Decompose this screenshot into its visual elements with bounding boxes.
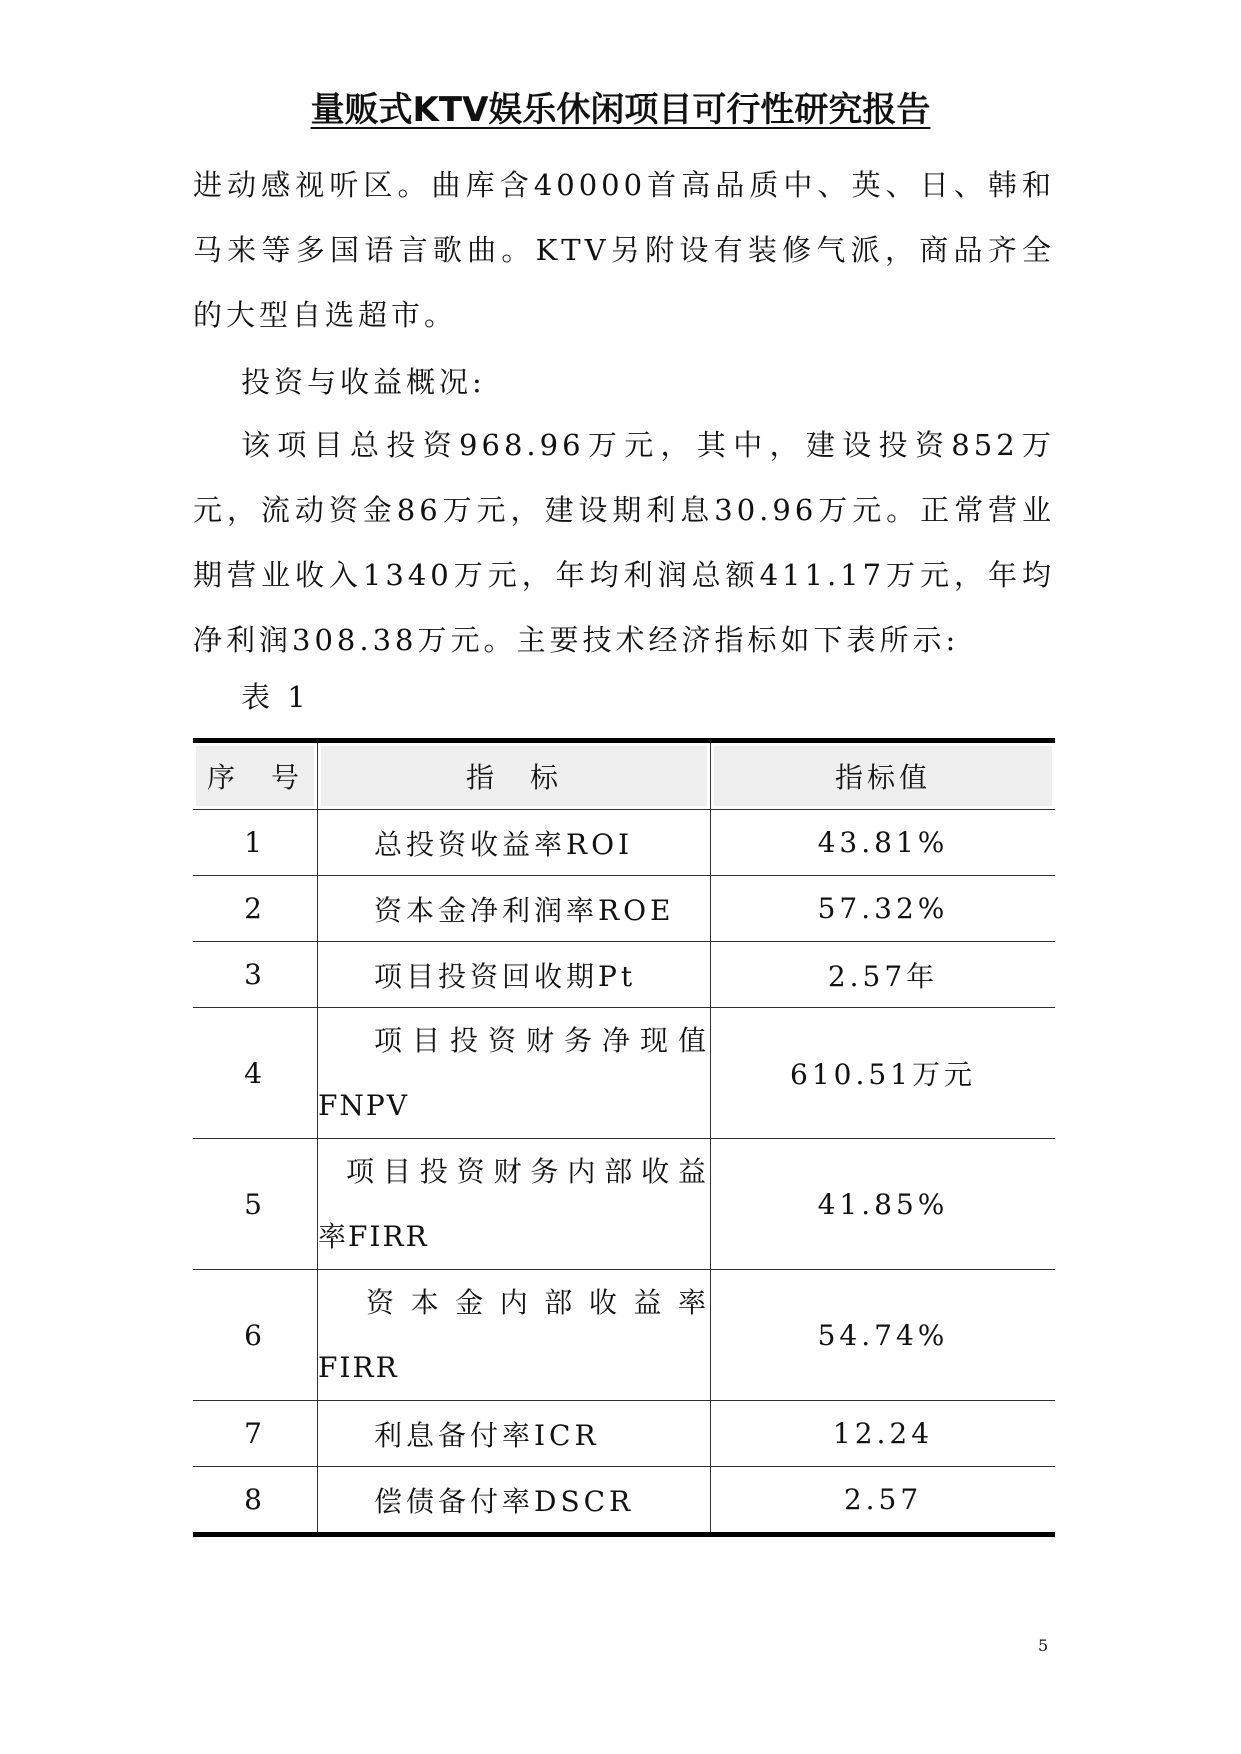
row-indicator [318, 1401, 711, 1467]
header-no-label: 序 号 [196, 746, 314, 806]
row-indicator-text: 项目投资回收期Pt [374, 959, 637, 993]
table-row [193, 876, 1055, 942]
row-number: 8 [193, 1467, 318, 1535]
row-indicator-line2: FIRR [318, 1351, 399, 1384]
row-indicator-line1: 资本金内部收益率 [366, 1286, 710, 1319]
page-title [0, 88, 1241, 132]
page-title-text: 量贩式KTV娱乐休闲项目可行性研究报告 [310, 90, 931, 130]
row-number: 6 [193, 1270, 318, 1401]
row-indicator-line1: 项目投资财务净现值 [374, 1024, 710, 1057]
table-row [193, 1401, 1055, 1467]
paragraph-2: 投资与收益概况: [241, 365, 486, 399]
row-indicator-text: 资本金净利润率ROE [374, 893, 675, 927]
header-value [711, 741, 1056, 810]
row-number: 3 [193, 942, 318, 1008]
table-header-row [193, 741, 1055, 810]
row-value: 43.81% [711, 810, 1056, 876]
indicator-table [193, 738, 1055, 1537]
row-indicator-text: 偿债备付率DSCR [374, 1484, 635, 1518]
header-indicator [318, 741, 711, 810]
row-indicator [318, 1270, 711, 1401]
row-indicator-text: 总投资收益率ROI [374, 827, 634, 861]
row-indicator [318, 1139, 711, 1270]
row-value: 610.51万元 [711, 1008, 1056, 1139]
row-value: 54.74% [711, 1270, 1056, 1401]
row-value: 57.32% [711, 876, 1056, 942]
row-value: 12.24 [711, 1401, 1056, 1467]
row-indicator [318, 1008, 711, 1139]
row-indicator [318, 1467, 711, 1535]
table-row [193, 1467, 1055, 1535]
table-row [193, 942, 1055, 1008]
row-number: 5 [193, 1139, 318, 1270]
paragraph-1: 进动感视听区。曲库含40000首高品质中、英、日、韩和马来等多国语言歌曲。KTV另附设有装修气派，商品齐全的大型自选超市。 [193, 168, 1055, 332]
row-indicator-line2: FNPV [318, 1089, 409, 1122]
row-value: 2.57 [711, 1467, 1056, 1535]
paragraph-3: 该项目总投资968.96万元，其中，建设投资852万元，流动资金86万元，建设期利息30.96万元。正常营业期营业收入1340万元，年均利润总额411.17万元，年均净利润308.38万元。主要技术经济指标如下表所示: [193, 428, 1055, 657]
table-row [193, 1270, 1055, 1401]
page-number: 5 [1038, 1636, 1049, 1655]
row-indicator [318, 942, 711, 1008]
row-number: 1 [193, 810, 318, 876]
row-value: 41.85% [711, 1139, 1056, 1270]
row-number: 4 [193, 1008, 318, 1139]
row-value: 2.57年 [711, 942, 1056, 1008]
table-row [193, 810, 1055, 876]
row-indicator-text: 利息备付率ICR [374, 1418, 600, 1452]
table-caption: 表 1 [241, 680, 310, 714]
row-indicator [318, 810, 711, 876]
row-number: 2 [193, 876, 318, 942]
row-indicator-line2: 率FIRR [318, 1220, 429, 1253]
header-value-label: 指标值 [714, 746, 1052, 806]
row-indicator [318, 876, 711, 942]
row-number: 7 [193, 1401, 318, 1467]
row-indicator-line1: 项目投资财务内部收益 [346, 1155, 710, 1188]
header-no [193, 741, 318, 810]
table-body [193, 810, 1055, 1535]
header-indicator-label: 指 标 [321, 746, 707, 806]
table-row [193, 1139, 1055, 1270]
table-row [193, 1008, 1055, 1139]
